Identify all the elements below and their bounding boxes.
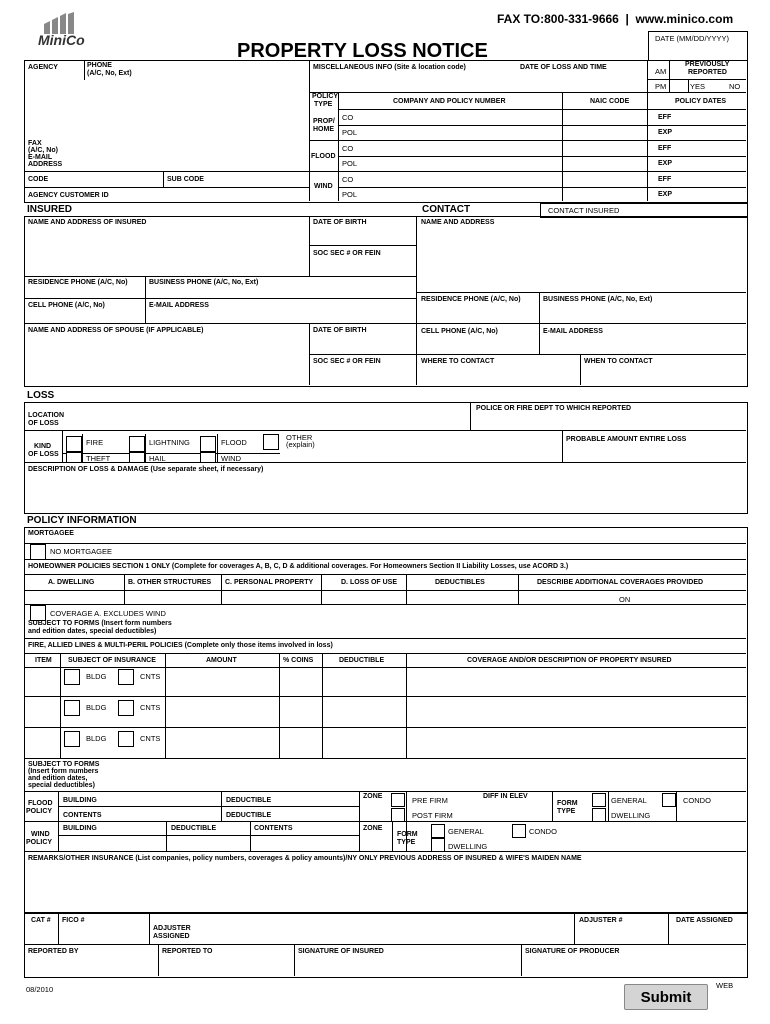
flood-checkbox[interactable] xyxy=(200,436,216,452)
fax-line: FAX TO:800-331-9666 | www.minico.com xyxy=(497,12,734,26)
policy-section-title: POLICY INFORMATION xyxy=(27,515,137,526)
loss-section-title: LOSS xyxy=(27,390,55,401)
subject-forms-1: SUBJECT TO FORMS (Insert form numbers xyxy=(28,620,172,627)
flood-label: FLOOD xyxy=(221,438,247,447)
general-checkbox-2[interactable] xyxy=(431,824,445,838)
policy-type-2: TYPE xyxy=(314,101,333,108)
remarks-label: REMARKS/OTHER INSURANCE (List companies, policy numbers, coverages & policy amounts)/NY ONLY PREVIOUS ADDRESS OF INSURED & WIFE'S MAIDEN NAME xyxy=(28,855,582,862)
yes-option[interactable]: YES xyxy=(690,82,706,91)
theft-checkbox[interactable] xyxy=(66,452,82,463)
probable-amount-label: PROBABLE AMOUNT ENTIRE LOSS xyxy=(566,436,687,443)
insured-res-phone-label: RESIDENCE PHONE (A/C, No) xyxy=(28,279,128,286)
wind-form-type-2: TYPE xyxy=(397,839,416,846)
spouse-dob-label: DATE OF BIRTH xyxy=(313,327,367,334)
agency-label: AGENCY xyxy=(28,64,58,71)
loss-of-use-col: D. LOSS OF USE xyxy=(341,579,398,586)
fire-allied-label: FIRE, ALLIED LINES & MULTI-PERIL POLICIES (Complete only those items involved in loss) xyxy=(28,642,333,649)
eff-label-3: EFF xyxy=(658,176,672,183)
sig-insured-label: SIGNATURE OF INSURED xyxy=(298,948,384,955)
lightning-label: LIGHTNING xyxy=(149,438,190,447)
pre-firm-label: PRE FIRM xyxy=(412,796,448,805)
adjuster-block xyxy=(24,912,748,978)
sig-producer-label: SIGNATURE OF PRODUCER xyxy=(525,948,620,955)
kind-label-2: OF LOSS xyxy=(28,451,59,458)
agency-block xyxy=(24,60,748,203)
bldg-checkbox-2[interactable] xyxy=(64,700,80,716)
date-of-loss-label: DATE OF LOSS AND TIME xyxy=(520,64,607,71)
dwelling-checkbox-1[interactable] xyxy=(592,808,606,822)
wind-label: WIND xyxy=(221,454,241,463)
deductible-col: DEDUCTIBLE xyxy=(339,657,385,664)
bldg-label-3: BLDG xyxy=(86,734,107,743)
pol-label-2: POL xyxy=(342,159,358,168)
flood-deductible-1: DEDUCTIBLE xyxy=(226,797,272,804)
fire-label: FIRE xyxy=(86,438,104,447)
sf2-2: (Insert form numbers xyxy=(28,768,99,775)
insured-ssn-label: SOC SEC # OR FEIN xyxy=(313,250,381,257)
cnts-checkbox-2[interactable] xyxy=(118,700,134,716)
sub-code-label: SUB CODE xyxy=(167,176,204,183)
dwelling-col: A. DWELLING xyxy=(48,579,95,586)
web-label: WEB xyxy=(716,981,734,990)
date-assigned-label: DATE ASSIGNED xyxy=(676,917,733,924)
fico-label: FICO # xyxy=(62,917,85,924)
flood-condo-label: CONDO xyxy=(683,796,711,805)
wind-general-label: GENERAL xyxy=(448,827,484,836)
flood-zone-label: ZONE xyxy=(363,793,383,800)
flood-type-label: FLOOD xyxy=(311,153,336,160)
reported-by-label: REPORTED BY xyxy=(28,948,79,955)
code-label: CODE xyxy=(28,176,49,183)
co-label-3: CO xyxy=(342,175,354,184)
adjuster-assigned-1: ADJUSTER xyxy=(153,925,191,932)
flood-deductible-2: DEDUCTIBLE xyxy=(226,812,272,819)
insured-bus-phone-label: BUSINESS PHONE (A/C, No, Ext) xyxy=(149,279,259,286)
theft-label: THEFT xyxy=(86,454,111,463)
bldg-checkbox-3[interactable] xyxy=(64,731,80,747)
wind-condo-label: CONDO xyxy=(529,827,557,836)
policy-dates-label: POLICY DATES xyxy=(675,98,727,105)
logo-text: MiniCo xyxy=(38,32,85,48)
bldg-label-2: BLDG xyxy=(86,703,107,712)
flood-form-type-2: TYPE xyxy=(557,808,576,815)
prev-reported-1: PREVIOUSLY xyxy=(685,61,730,68)
exp-label-1: EXP xyxy=(658,129,673,136)
post-firm-checkbox[interactable] xyxy=(391,808,405,822)
excludes-wind-label: COVERAGE A. EXCLUDES WIND xyxy=(50,609,166,618)
location-label-1: LOCATION xyxy=(28,412,65,419)
additional-coverages-col: DESCRIBE ADDITIONAL COVERAGES PROVIDED xyxy=(537,579,704,586)
pol-label-1: POL xyxy=(342,128,358,137)
insured-cell-phone-label: CELL PHONE (A/C, No) xyxy=(28,302,105,309)
excludes-wind-checkbox[interactable] xyxy=(30,605,46,621)
wind-type-label: WIND xyxy=(314,183,333,190)
company-policy-label: COMPANY AND POLICY NUMBER xyxy=(393,98,506,105)
kind-label-1: KIND xyxy=(34,443,52,450)
homeowner-label: HOMEOWNER POLICIES SECTION 1 ONLY (Complete for coverages A, B, C, D & additional coverages. For Homeowners Section II Liability Losses, use ACORD 3.) xyxy=(28,563,569,570)
fax-label-2: (A/C, No) xyxy=(28,147,58,154)
bldg-label-1: BLDG xyxy=(86,672,107,681)
exp-label-3: EXP xyxy=(658,191,673,198)
sf2-1: SUBJECT TO FORMS xyxy=(28,761,100,768)
coins-col: % COINS xyxy=(283,657,314,664)
diff-elev-label: DIFF IN ELEV xyxy=(483,793,528,800)
logo-bars-icon xyxy=(38,12,82,34)
contact-cell-phone-label: CELL PHONE (A/C, No) xyxy=(421,328,498,335)
wind-contents-label: CONTENTS xyxy=(254,825,293,832)
policy-type-1: POLICY xyxy=(312,93,339,100)
fax-label-1: FAX xyxy=(28,140,42,147)
dwelling-checkbox-2[interactable] xyxy=(431,838,445,852)
when-contact-label: WHEN TO CONTACT xyxy=(584,358,653,365)
minico-logo xyxy=(38,12,85,48)
deductibles-col: DEDUCTIBLES xyxy=(435,579,485,586)
on-label: ON xyxy=(619,595,631,604)
pre-firm-checkbox[interactable] xyxy=(391,793,405,807)
explain-label: (explain) xyxy=(286,440,315,449)
pm-option[interactable]: PM xyxy=(655,82,667,91)
email-label-1: E-MAIL xyxy=(28,154,53,161)
amount-col: AMOUNT xyxy=(206,657,237,664)
customer-id-label: AGENCY CUSTOMER ID xyxy=(28,192,109,199)
wind-deductible-label: DEDUCTIBLE xyxy=(171,825,217,832)
where-contact-label: WHERE TO CONTACT xyxy=(421,358,495,365)
prop-home-1: PROP/ xyxy=(313,118,335,125)
submit-button[interactable]: Submit xyxy=(624,984,708,1010)
item-col: ITEM xyxy=(35,657,52,664)
insured-dob-label: DATE OF BIRTH xyxy=(313,219,367,226)
no-mortgagee-label: NO MORTGAGEE xyxy=(50,547,112,556)
naic-code-label: NAIC CODE xyxy=(590,98,630,105)
description-label: DESCRIPTION OF LOSS & DAMAGE (Use separate sheet, if necessary) xyxy=(28,466,264,473)
wind-checkbox[interactable] xyxy=(200,452,216,463)
wind-dwelling-label: DWELLING xyxy=(448,842,488,851)
no-mortgagee-checkbox[interactable] xyxy=(30,544,46,560)
condo-checkbox-1[interactable] xyxy=(662,793,676,807)
form-date: 08/2010 xyxy=(26,985,54,994)
flood-contents-label: CONTENTS xyxy=(63,812,102,819)
flood-general-label: GENERAL xyxy=(611,796,647,805)
flood-policy-2: POLICY xyxy=(26,808,53,815)
eff-label-2: EFF xyxy=(658,145,672,152)
exp-label-2: EXP xyxy=(658,160,673,167)
no-option[interactable]: NO xyxy=(729,82,741,91)
wind-zone-label: ZONE xyxy=(363,825,383,832)
prev-reported-2: REPORTED xyxy=(688,69,727,76)
post-firm-label: POST FIRM xyxy=(412,811,453,820)
co-label-2: CO xyxy=(342,144,354,153)
location-label-2: OF LOSS xyxy=(28,420,59,427)
phone-label: PHONE xyxy=(87,62,112,69)
wind-policy-1: WIND xyxy=(31,831,50,838)
prop-home-2: HOME xyxy=(313,126,334,133)
other-checkbox[interactable] xyxy=(263,434,279,450)
contact-bus-phone-label: BUSINESS PHONE (A/C, No, Ext) xyxy=(543,296,653,303)
cnts-label-3: CNTS xyxy=(140,734,161,743)
condo-checkbox-2[interactable] xyxy=(512,824,526,838)
police-label: POLICE OR FIRE DEPT TO WHICH REPORTED xyxy=(476,405,632,412)
wind-policy-2: POLICY xyxy=(26,839,53,846)
cat-label: CAT # xyxy=(31,917,51,924)
cnts-label-1: CNTS xyxy=(140,672,161,681)
phone-sub-label: (A/C, No, Ext) xyxy=(87,70,132,77)
personal-property-col: C. PERSONAL PROPERTY xyxy=(225,579,314,586)
cnts-checkbox-1[interactable] xyxy=(118,669,134,685)
adjuster-num-label: ADJUSTER # xyxy=(579,917,623,924)
contact-insured-label: CONTACT INSURED xyxy=(548,206,620,215)
wind-form-type-1: FORM xyxy=(397,831,418,838)
subject-forms-2: and edition dates, special deductibles) xyxy=(28,628,157,635)
subject-insurance-col: SUBJECT OF INSURANCE xyxy=(68,657,156,664)
other-structures-col: B. OTHER STRUCTURES xyxy=(128,579,212,586)
other-label: OTHER xyxy=(286,433,313,442)
contact-res-phone-label: RESIDENCE PHONE (A/C, No) xyxy=(421,296,521,303)
fire-checkbox[interactable] xyxy=(66,436,82,452)
coverage-desc-col: COVERAGE AND/OR DESCRIPTION OF PROPERTY INSURED xyxy=(467,657,672,664)
sf2-4: special deductibles) xyxy=(28,782,95,789)
flood-policy-1: FLOOD xyxy=(28,800,53,807)
spouse-label: NAME AND ADDRESS OF SPOUSE (IF APPLICABLE) xyxy=(28,327,204,334)
insured-email-label: E-MAIL ADDRESS xyxy=(149,302,209,309)
hail-label: HAIL xyxy=(149,454,166,463)
cnts-checkbox-3[interactable] xyxy=(118,731,134,747)
insured-section-title: INSURED xyxy=(27,204,73,215)
contact-name-address-label: NAME AND ADDRESS xyxy=(421,219,495,226)
date-label: DATE (MM/DD/YYYY) xyxy=(655,34,730,43)
mortgagee-label: MORTGAGEE xyxy=(28,530,74,537)
bldg-checkbox-1[interactable] xyxy=(64,669,80,685)
flood-building-label: BUILDING xyxy=(63,797,97,804)
flood-form-type-1: FORM xyxy=(557,800,578,807)
email-label-2: ADDRESS xyxy=(28,161,63,168)
reported-to-label: REPORTED TO xyxy=(162,948,213,955)
sf2-3: and edition dates, xyxy=(28,775,88,782)
adjuster-assigned-2: ASSIGNED xyxy=(153,933,190,940)
flood-dwelling-label: DWELLING xyxy=(611,811,651,820)
contact-section-title: CONTACT xyxy=(422,204,471,215)
contact-email-label: E-MAIL ADDRESS xyxy=(543,328,603,335)
am-option[interactable]: AM xyxy=(655,67,667,76)
spouse-ssn-label: SOC SEC # OR FEIN xyxy=(313,358,381,365)
co-label-1: CO xyxy=(342,113,354,122)
page-title: PROPERTY LOSS NOTICE xyxy=(237,40,488,62)
insured-name-address-label: NAME AND ADDRESS OF INSURED xyxy=(28,219,147,226)
cnts-label-2: CNTS xyxy=(140,703,161,712)
lightning-checkbox[interactable] xyxy=(129,436,145,452)
misc-info-label: MISCELLANEOUS INFO (Site & location code) xyxy=(313,64,466,71)
general-checkbox-1[interactable] xyxy=(592,793,606,807)
wind-building-label: BUILDING xyxy=(63,825,97,832)
eff-label-1: EFF xyxy=(658,114,672,121)
hail-checkbox[interactable] xyxy=(129,452,145,463)
pol-label-3: POL xyxy=(342,190,358,199)
